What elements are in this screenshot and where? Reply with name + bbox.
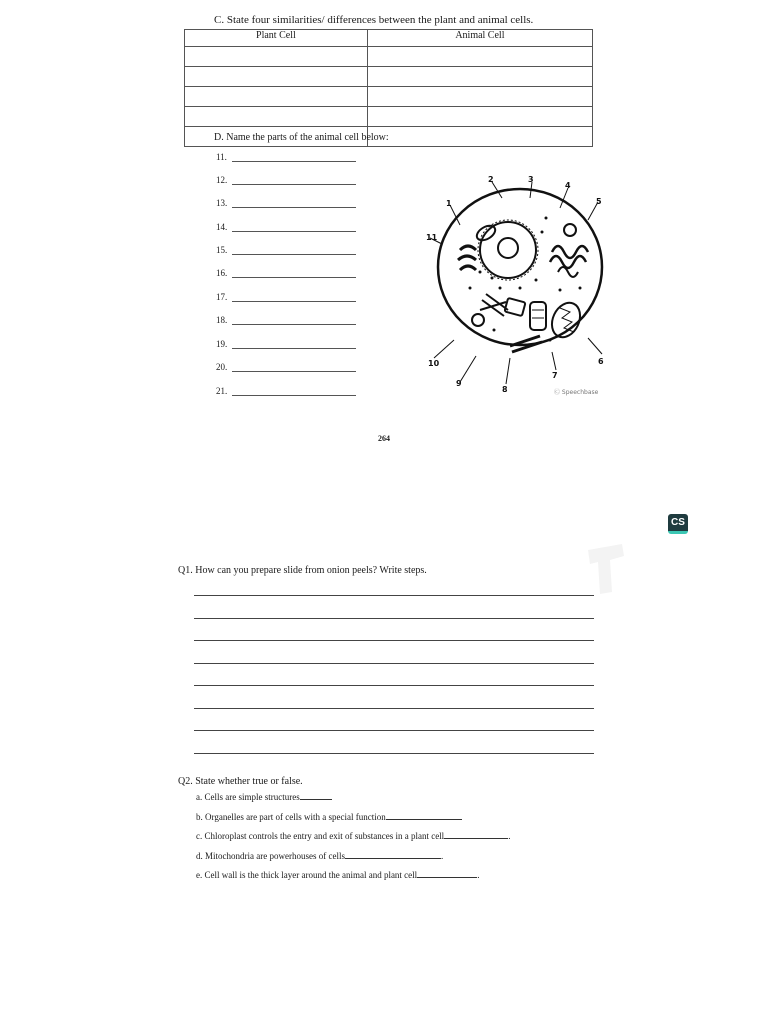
answer-blank[interactable] (300, 791, 332, 800)
similarities-table (184, 29, 593, 147)
plant-cell-entry[interactable] (185, 67, 368, 87)
answer-line[interactable] (194, 595, 594, 596)
question-1: Q1. How can you prepare slide from onion peels? Write steps. (178, 565, 427, 576)
blank-number: 19. (216, 339, 228, 349)
answer-line (232, 231, 356, 232)
section-d-heading: D. Name the parts of the animal cell below: (214, 132, 389, 143)
answer-line (232, 277, 356, 278)
answer-blank[interactable] (386, 811, 462, 820)
tf-statement: a. Cells are simple structures (196, 792, 300, 802)
blank-number: 18. (216, 315, 228, 325)
blank-number: 14. (216, 222, 228, 232)
blank-number: 21. (216, 386, 228, 396)
answer-blank[interactable] (345, 850, 444, 861)
animal-cell-entry[interactable] (367, 47, 592, 67)
cropped-header-fragment (195, 0, 555, 2)
answer-line[interactable] (194, 640, 594, 641)
blank-18[interactable] (216, 315, 376, 327)
section-c-heading: C. State four similarities/ differences between the plant and animal cells. (214, 14, 534, 26)
plant-cell-header: Plant Cell (185, 30, 368, 47)
blank-number: 20. (216, 362, 228, 372)
answer-line[interactable] (194, 618, 594, 619)
tf-statement: d. Mitochondria are powerhouses of cells (196, 851, 345, 861)
label-6: 6 (598, 357, 604, 366)
tf-item-b[interactable] (196, 811, 462, 822)
animal-cell-diagram (420, 170, 620, 400)
table-row (185, 47, 593, 67)
blank-12[interactable] (216, 175, 376, 187)
label-8: 8 (502, 385, 508, 394)
label-7: 7 (552, 371, 558, 380)
suffix: . (477, 870, 480, 880)
blank-16[interactable] (216, 268, 376, 280)
answer-line (232, 254, 356, 255)
animal-cell-entry[interactable] (367, 67, 592, 87)
answer-line[interactable] (194, 730, 594, 731)
plant-cell-entry[interactable] (185, 87, 368, 107)
table-row (185, 107, 593, 127)
tf-item-d[interactable] (196, 850, 443, 861)
page-number: 264 (378, 434, 390, 443)
answer-line[interactable] (194, 685, 594, 686)
blank-number: 15. (216, 245, 228, 255)
animal-cell-header: Animal Cell (367, 30, 592, 47)
suffix: . (440, 851, 444, 861)
blank-13[interactable] (216, 198, 376, 210)
plant-cell-entry[interactable] (185, 107, 368, 127)
label-5: 5 (596, 197, 602, 206)
label-1: 1 (446, 199, 452, 208)
answer-blank[interactable] (444, 830, 511, 841)
blank-number: 13. (216, 198, 228, 208)
blank-19[interactable] (216, 339, 376, 351)
tf-item-e[interactable] (196, 869, 479, 880)
answer-line (232, 371, 356, 372)
blank-number: 16. (216, 268, 228, 278)
answer-line (232, 395, 356, 396)
tf-item-c[interactable] (196, 830, 510, 841)
answer-blank[interactable] (417, 869, 480, 880)
tf-item-a[interactable] (196, 791, 332, 802)
blank-21[interactable] (216, 386, 376, 398)
camscanner-badge: CS (668, 514, 688, 534)
plant-cell-entry[interactable] (185, 47, 368, 67)
blank-14[interactable] (216, 222, 376, 234)
label-9: 9 (456, 379, 462, 388)
answer-line[interactable] (194, 708, 594, 709)
answer-line (232, 161, 356, 162)
blank-number: 12. (216, 175, 228, 185)
blank-number: 17. (216, 292, 228, 302)
animal-cell-entry[interactable] (367, 127, 592, 147)
watermark-logo (582, 540, 628, 596)
table-row (185, 87, 593, 107)
table-row (185, 67, 593, 87)
blank-17[interactable] (216, 292, 376, 304)
answer-line[interactable] (194, 663, 594, 664)
label-3: 3 (528, 175, 534, 184)
label-2: 2 (488, 175, 494, 184)
label-11: 11 (426, 233, 438, 242)
label-4: 4 (565, 181, 571, 190)
blank-15[interactable] (216, 245, 376, 257)
image-credit: Ⓒ Speechbase (554, 389, 599, 396)
tf-statement: e. Cell wall is the thick layer around the animal and plant cell (196, 870, 418, 880)
answer-line (232, 348, 356, 349)
question-2: Q2. State whether true or false. (178, 776, 303, 787)
answer-line[interactable] (194, 753, 594, 754)
tf-statement: c. Chloroplast controls the entry and exit of substances in a plant cell (196, 831, 445, 841)
tf-statement: b. Organelles are part of cells with a special function (196, 812, 386, 822)
blank-20[interactable] (216, 362, 376, 374)
animal-cell-entry[interactable] (367, 87, 592, 107)
answer-line (232, 184, 356, 185)
animal-cell-entry[interactable] (367, 107, 592, 127)
label-10: 10 (428, 359, 440, 368)
blank-number: 11. (216, 152, 227, 162)
blank-11[interactable] (216, 152, 376, 164)
suffix: . (508, 831, 511, 841)
answer-line (232, 324, 356, 325)
answer-line (232, 207, 356, 208)
answer-line (232, 301, 356, 302)
